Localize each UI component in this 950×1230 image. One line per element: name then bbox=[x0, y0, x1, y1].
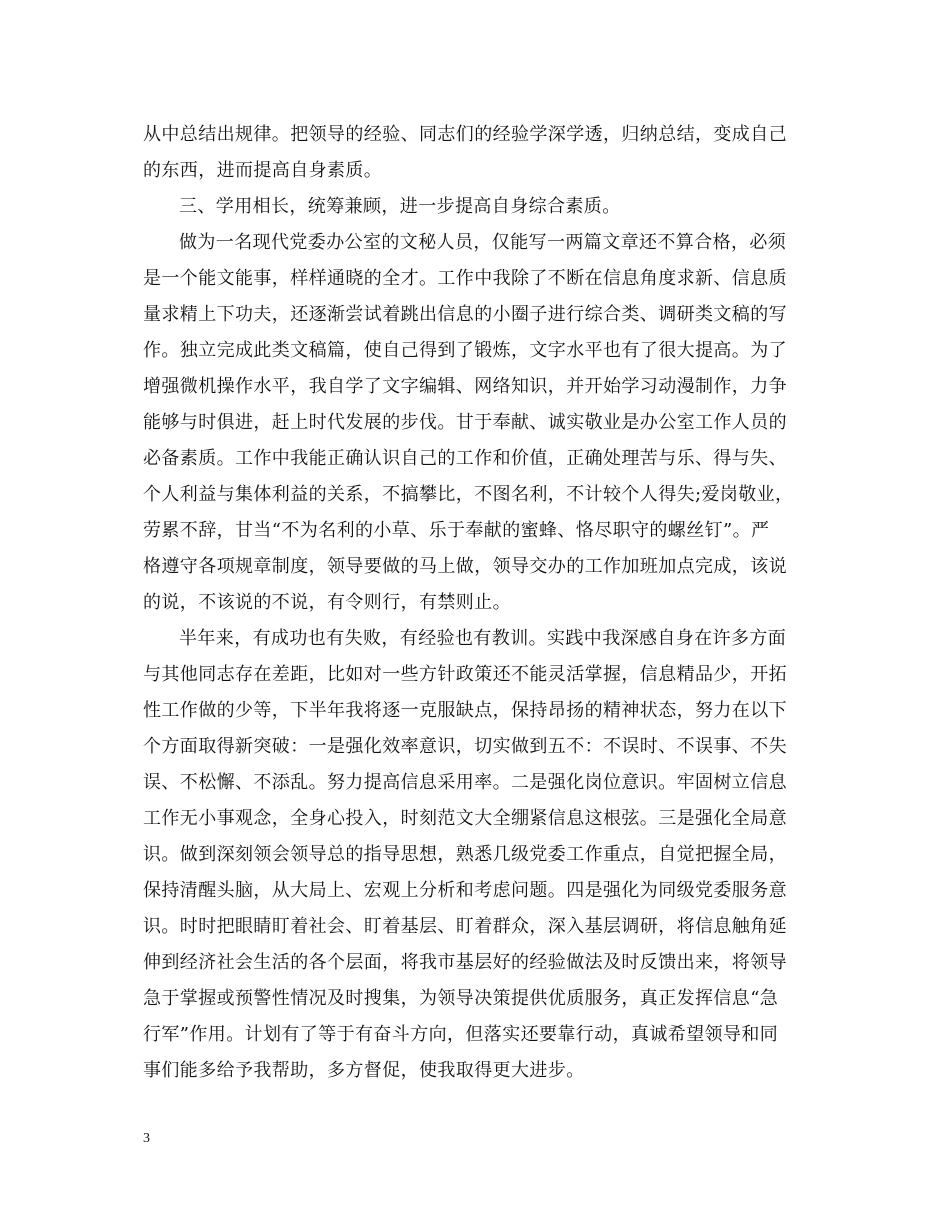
body-line: 误、不松懈、不添乱。努力提高信息采用率。二是强化岗位意识。牢固树立信息 bbox=[143, 772, 787, 793]
body-line: 格遵守各项规章制度，领导要做的马上做，领导交办的工作加班加点完成，该说 bbox=[143, 556, 787, 577]
body-line: 作。独立完成此类文稿篇，使自己得到了锻炼，文字水平也有了很大提高。为了 bbox=[143, 340, 787, 361]
page-number: 3 bbox=[143, 1131, 150, 1146]
section-heading: 三、学用相长，统筹兼顾，进一步提高自身综合素质。 bbox=[179, 196, 621, 217]
body-line: 必备素质。工作中我能正确认识自己的工作和价值，正确处理苦与乐、得与失、 bbox=[143, 448, 787, 469]
body-line: 的东西，进而提高自身素质。 bbox=[143, 160, 383, 181]
body-line: 劳累不辞，甘当“不为名利的小草、乐于奉献的蜜蜂、恪尽职守的螺丝钉”。严 bbox=[143, 520, 770, 541]
body-line: 与其他同志存在差距，比如对一些方针政策还不能灵活掌握，信息精品少，开拓 bbox=[143, 664, 787, 685]
body-line: 事们能多给予我帮助，多方督促，使我取得更大进步。 bbox=[143, 1060, 585, 1081]
body-line: 识。做到深刻领会领导总的指导思想，熟悉几级党委工作重点，自觉把握全局， bbox=[143, 844, 787, 865]
body-line: 增强微机操作水平，我自学了文字编辑、网络知识，并开始学习动漫制作，力争 bbox=[143, 376, 787, 397]
paragraph-start-line: 半年来，有成功也有失败，有经验也有教训。实践中我深感自身在许多方面 bbox=[179, 628, 787, 649]
paragraph-start-line: 做为一名现代党委办公室的文秘人员，仅能写一两篇文章还不算合格，必须 bbox=[179, 232, 787, 253]
document-body bbox=[143, 117, 807, 1089]
body-line: 是一个能文能事，样样通晓的全才。工作中我除了不断在信息角度求新、信息质 bbox=[143, 268, 787, 289]
body-line: 从中总结出规律。把领导的经验、同志们的经验学深学透，归纳总结，变成自己 bbox=[143, 124, 787, 145]
body-line: 的说，不该说的不说，有令则行，有禁则止。 bbox=[143, 592, 511, 613]
body-line: 性工作做的少等，下半年我将逐一克服缺点，保持昂扬的精神状态，努力在以下 bbox=[143, 700, 787, 721]
body-line: 行军”作用。计划有了等于有奋斗方向，但落实还要靠行动，真诚希望领导和同 bbox=[143, 1024, 779, 1045]
body-line: 个人利益与集体利益的关系，不搞攀比，不图名利，不计较个人得失;爱岗敬业， bbox=[143, 484, 794, 505]
body-line: 工作无小事观念，全身心投入，时刻范文大全绷紧信息这根弦。三是强化全局意 bbox=[143, 808, 787, 829]
body-line: 急于掌握或预警性情况及时搜集，为领导决策提供优质服务，真正发挥信息“急 bbox=[143, 988, 779, 1009]
body-line: 量求精上下功夫，还逐渐尝试着跳出信息的小圈子进行综合类、调研类文稿的写 bbox=[143, 304, 787, 325]
body-line: 识。时时把眼睛盯着社会、盯着基层、盯着群众，深入基层调研，将信息触角延 bbox=[143, 916, 787, 937]
body-line: 个方面取得新突破：一是强化效率意识，切实做到五不：不误时、不误事、不失 bbox=[143, 736, 787, 757]
body-line: 伸到经济社会生活的各个层面，将我市基层好的经验做法及时反馈出来，将领导 bbox=[143, 952, 787, 973]
body-line: 保持清醒头脑，从大局上、宏观上分析和考虑问题。四是强化为同级党委服务意 bbox=[143, 880, 787, 901]
body-line: 能够与时俱进，赶上时代发展的步伐。甘于奉献、诚实敬业是办公室工作人员的 bbox=[143, 412, 787, 433]
